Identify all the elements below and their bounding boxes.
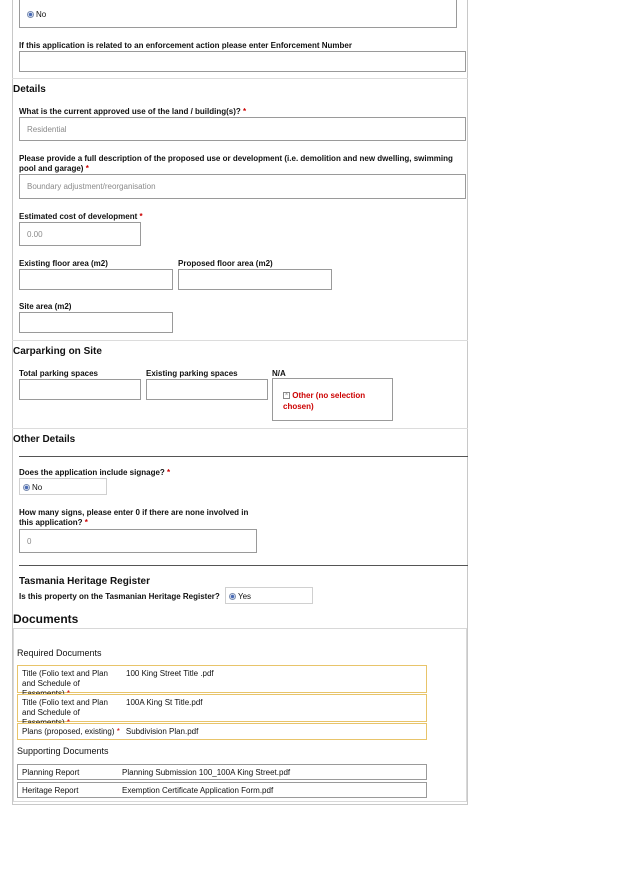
required-heading: Required Documents bbox=[17, 648, 102, 658]
heritage-radio-box[interactable] bbox=[225, 587, 313, 604]
na-label: N/A bbox=[272, 369, 286, 378]
radio-no-label: No bbox=[36, 10, 47, 19]
required-doc-file[interactable]: 100A King St Title.pdf bbox=[126, 698, 203, 707]
other-heading: Other Details bbox=[13, 434, 76, 445]
site-area-input[interactable] bbox=[19, 312, 173, 333]
signs-label-text: How many signs, please enter 0 if there are none involved in this application? bbox=[19, 508, 249, 527]
required-doc-label bbox=[22, 698, 122, 718]
na-value bbox=[283, 390, 387, 412]
required-doc-label bbox=[22, 669, 122, 689]
required-mark: * bbox=[116, 727, 120, 736]
supporting-doc-label: Planning Report bbox=[22, 767, 80, 777]
enforcement-label: If this application is related to an enforcement action please enter Enforcement Number bbox=[19, 41, 352, 50]
cost-input[interactable]: 0.00 bbox=[19, 222, 141, 246]
total-parking-label: Total parking spaces bbox=[19, 369, 98, 378]
proposed-floor-input[interactable] bbox=[178, 269, 332, 290]
required-doc-label-text: Title (Folio text and Plan and Schedule of bbox=[22, 669, 108, 688]
radio-icon bbox=[27, 11, 34, 18]
radio-no[interactable] bbox=[27, 10, 46, 19]
other-divider bbox=[12, 428, 468, 429]
required-doc-label bbox=[22, 727, 120, 736]
description-label-text: Please provide a full description of the proposed use or development (i.e. demolition and new dwelling, swimming pool and garage) bbox=[19, 154, 453, 173]
required-mark: * bbox=[85, 164, 89, 173]
heritage-rule bbox=[19, 565, 468, 566]
signage-radio-box[interactable] bbox=[19, 478, 107, 495]
cost-label-text: Estimated cost of development bbox=[19, 212, 138, 221]
required-doc-row[interactable] bbox=[17, 723, 427, 740]
description-label bbox=[19, 154, 459, 174]
cost-label bbox=[19, 212, 143, 221]
current-use-label bbox=[19, 107, 246, 116]
required-mark: * bbox=[243, 107, 247, 116]
top-radio-box bbox=[19, 0, 457, 28]
site-area-label: Site area (m2) bbox=[19, 302, 72, 311]
signs-label bbox=[19, 508, 259, 528]
na-box[interactable] bbox=[272, 378, 393, 421]
required-doc-label-text: Plans (proposed, existing) bbox=[22, 727, 115, 736]
required-doc-row[interactable] bbox=[17, 694, 427, 722]
current-use-input[interactable]: Residential bbox=[19, 117, 466, 141]
supporting-doc-row[interactable] bbox=[17, 782, 427, 798]
existing-floor-input[interactable] bbox=[19, 269, 173, 290]
signage-label-text: Does the application include signage? bbox=[19, 468, 165, 477]
heritage-radio-label: Yes bbox=[238, 592, 252, 601]
supporting-heading: Supporting Documents bbox=[17, 746, 109, 756]
required-doc-row[interactable] bbox=[17, 665, 427, 693]
required-doc-file[interactable]: Subdivision Plan.pdf bbox=[125, 727, 199, 736]
supporting-doc-file[interactable]: Planning Submission 100_100A King Street.pdf bbox=[122, 767, 291, 777]
total-parking-input[interactable] bbox=[19, 379, 141, 400]
description-input[interactable]: Boundary adjustment/reorganisation bbox=[19, 174, 466, 199]
required-doc-file[interactable]: 100 King Street Title .pdf bbox=[126, 669, 214, 678]
error-icon: × bbox=[284, 392, 289, 399]
existing-floor-label: Existing floor area (m2) bbox=[19, 259, 108, 268]
supporting-doc-file[interactable]: Exemption Certificate Application Form.pdf bbox=[122, 785, 274, 795]
signage-label bbox=[19, 468, 170, 477]
other-rule bbox=[19, 456, 468, 457]
documents-heading: Documents bbox=[13, 612, 79, 626]
details-divider bbox=[12, 78, 468, 79]
required-mark: * bbox=[84, 518, 88, 527]
heritage-question: Is this property on the Tasmanian Heritage Register? bbox=[19, 592, 220, 601]
heritage-heading: Tasmania Heritage Register bbox=[19, 576, 150, 587]
enforcement-input[interactable] bbox=[19, 51, 466, 72]
current-use-label-text: What is the current approved use of the land / building(s)? bbox=[19, 107, 241, 116]
signage-radio[interactable] bbox=[23, 483, 42, 492]
carparking-divider bbox=[12, 340, 468, 341]
na-value-text: Other (no selection chosen) bbox=[283, 391, 366, 411]
required-mark: * bbox=[167, 468, 171, 477]
radio-icon bbox=[23, 484, 30, 491]
details-heading: Details bbox=[13, 84, 46, 95]
signage-radio-label: No bbox=[32, 483, 43, 492]
supporting-doc-label: Heritage Report bbox=[22, 785, 79, 795]
required-mark: * bbox=[139, 212, 143, 221]
existing-parking-input[interactable] bbox=[146, 379, 268, 400]
carparking-heading: Carparking on Site bbox=[13, 346, 102, 357]
heritage-radio[interactable] bbox=[229, 592, 251, 601]
supporting-doc-row[interactable] bbox=[17, 764, 427, 780]
radio-icon bbox=[229, 593, 236, 600]
signs-input[interactable]: 0 bbox=[19, 529, 257, 553]
proposed-floor-label: Proposed floor area (m2) bbox=[178, 259, 273, 268]
required-doc-label-text: Title (Folio text and Plan and Schedule of bbox=[22, 698, 108, 717]
existing-parking-label: Existing parking spaces bbox=[146, 369, 238, 378]
